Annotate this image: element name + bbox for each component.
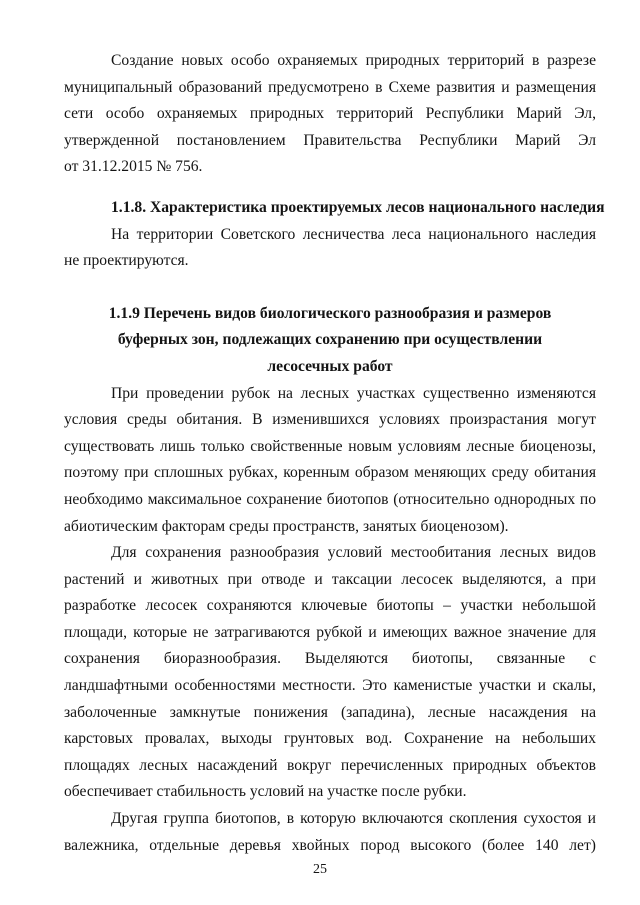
text-line: На территории Советского лесничества леса национального наследия: [111, 225, 596, 243]
section-heading-119: [64, 301, 596, 381]
section-119-paragraph-2: [64, 540, 596, 806]
text-line: площади, которые не затрагиваются рубкой и имеющих важное значение для: [64, 623, 596, 641]
text-line: необходимо максимальное сохранение биотопов (относительно однородных по: [64, 490, 596, 508]
text-line: растений и животных при отводе и таксации лесосек выделяются, а при: [64, 570, 596, 588]
text-line: площадях лесных насаждений вокруг перечисленных природных объектов: [64, 756, 596, 774]
text-line: поэтому при сплошных рубках, коренным образом меняющих среду обитания: [64, 464, 596, 482]
text-line: Создание новых особо охраняемых природных территорий в разрезе: [111, 52, 596, 69]
text-line: ландшафтными особенностями местности. Это каменистые участки и скалы,: [64, 677, 596, 695]
text-line: При проведении рубок на лесных участках существенно изменяются: [111, 384, 596, 402]
heading-line: 1.1.9 Перечень видов биологического разнообразия и размеров: [108, 304, 552, 322]
document-page: [64, 48, 605, 859]
section-118-paragraph: [64, 222, 596, 275]
text-line: сети особо охраняемых природных территорий Республики Марий Эл,: [64, 105, 596, 123]
text-line: карстовых провалах, выходы грунтовых вод. Сохранение на небольших: [64, 730, 596, 748]
heading-line: буферных зон, подлежащих сохранению при осуществлении: [117, 331, 543, 349]
page-number: 25: [313, 862, 327, 877]
text-line: муниципальный образований предусмотрено в Схеме развития и размещения: [64, 78, 596, 96]
text-line: обеспечивает стабильность условий на участке после рубки.: [64, 783, 467, 801]
text-line: Для сохранения разнообразия условий местообитания лесных видов: [111, 544, 596, 562]
text-line: абиотическим факторам среды пространств, занятых биоценозом).: [64, 517, 509, 535]
text-line: сохранения биоразнообразия. Выделяются биотопы, связанные с: [64, 650, 596, 668]
text-line: утвержденной постановлением Правительства Республики Марий Эл: [64, 131, 596, 149]
text-line: не проектируются.: [64, 252, 189, 270]
section-119-paragraph-1: [64, 381, 596, 541]
text-line: от 31.12.2015 № 756.: [64, 158, 203, 176]
section-heading-118: 1.1.8. Характеристика проектируемых лесов национального наследия: [111, 198, 605, 216]
text-line: условия среды обитания. В изменившихся условиях произрастания могут: [64, 411, 596, 429]
section-119-paragraph-3: [64, 806, 596, 859]
text-line: Другая группа биотопов, в которую включаются скопления сухостоя и: [111, 810, 596, 828]
text-line: существовать лишь только свойственные новым условиям лесные биоценозы,: [64, 437, 596, 455]
text-line: разработке лесосек сохраняются ключевые биотопы – участки небольшой: [64, 597, 596, 615]
heading-line: лесосечных работ: [267, 357, 393, 375]
intro-paragraph: [64, 48, 596, 181]
text-line: валежника, отдельные деревья хвойных пород высокого (более 140 лет): [64, 836, 596, 854]
text-line: заболоченные замкнутые понижения (западина), лесные насаждения на: [64, 703, 596, 721]
